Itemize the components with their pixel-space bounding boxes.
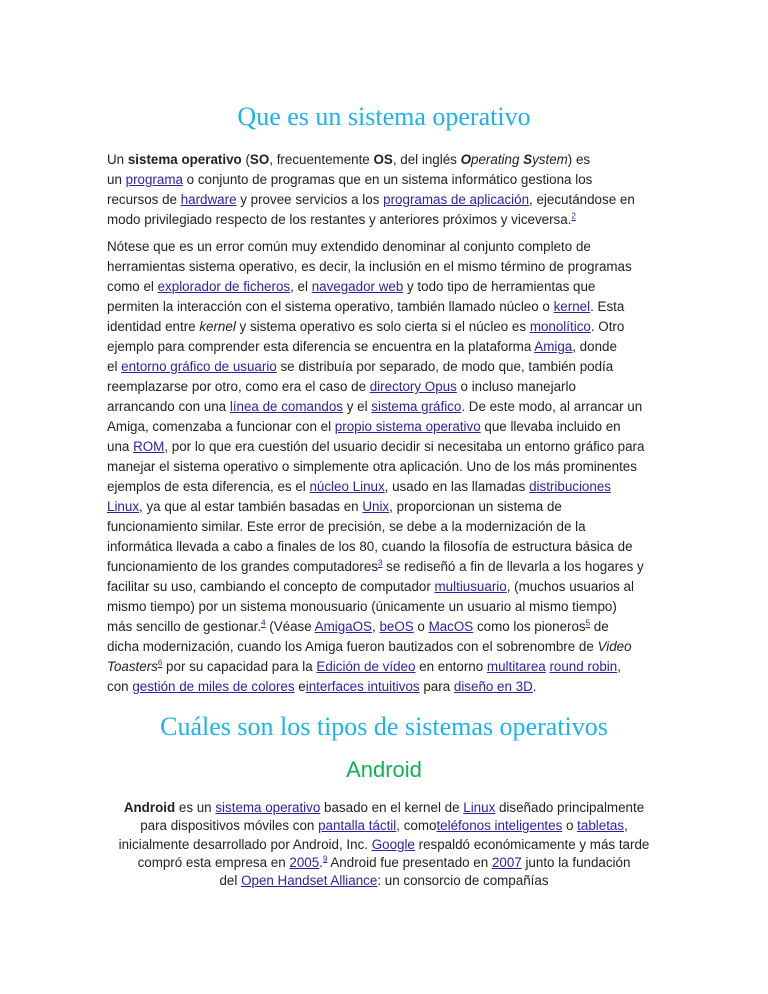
- inline-link[interactable]: Linux: [107, 499, 140, 514]
- text-run: , como: [396, 818, 437, 834]
- page-title: Que es un sistema operativo: [237, 102, 531, 131]
- emphasis-text: kernel: [199, 319, 236, 334]
- inline-link[interactable]: línea de comandos: [229, 399, 343, 414]
- inline-link[interactable]: monolítico: [529, 319, 591, 334]
- inline-link[interactable]: 2007: [491, 854, 522, 870]
- text-run: por su capacidad para la: [162, 659, 317, 674]
- text-run: o: [413, 619, 429, 634]
- footnote-ref[interactable]: 5: [585, 618, 591, 628]
- text-run: , por lo que era cuestión del usuario decidir si necesitaba un entorno gráfico para: [164, 439, 645, 454]
- inline-link[interactable]: núcleo Linux: [309, 479, 385, 494]
- inline-link[interactable]: sistema gráfico: [371, 399, 462, 414]
- inline-link[interactable]: Unix: [362, 499, 390, 514]
- types-heading: Cuáles son los tipos de sistemas operativos: [160, 712, 608, 741]
- text-run: Nótese que es un error común muy extendido denominar al conjunto completo de: [107, 239, 591, 254]
- text-run: , ejecutándose en: [529, 192, 635, 207]
- text-line: [107, 437, 687, 457]
- text-line: [107, 257, 687, 277]
- text-run: inicialmente desarrollado por Android, Inc.: [118, 836, 372, 852]
- text-run: .: [532, 679, 537, 694]
- text-run: . De este modo, al arrancar un: [461, 399, 643, 414]
- text-run: y sistema operativo es solo cierta si el núcleo es: [235, 319, 530, 334]
- text-run: Un: [107, 152, 128, 167]
- inline-link[interactable]: entorno gráfico de usuario: [121, 359, 277, 374]
- text-run: para: [419, 679, 454, 694]
- text-run: , frecuentemente: [269, 152, 374, 167]
- inline-link[interactable]: multitarea: [486, 659, 546, 674]
- text-line: [107, 477, 687, 497]
- text-line: [107, 237, 687, 257]
- text-line: [107, 210, 687, 230]
- text-run: . Otro: [590, 319, 625, 334]
- text-line: [107, 357, 687, 377]
- text-run: ,: [371, 619, 380, 634]
- inline-link[interactable]: sistema operativo: [215, 800, 321, 815]
- text-run: modo privilegiado respecto de los restantes y anteriores próximos y viceversa.: [107, 212, 572, 227]
- text-run: del: [219, 873, 242, 889]
- text-run: identidad entre: [107, 319, 200, 334]
- footnote-ref[interactable]: 9: [322, 854, 328, 864]
- emphasis-text: O: [460, 152, 472, 167]
- text-run: , usado en las llamadas: [384, 479, 530, 494]
- inline-link[interactable]: pantalla táctil: [318, 818, 397, 834]
- inline-link[interactable]: interfaces intuitivos: [305, 679, 420, 694]
- inline-link[interactable]: Edición de vídeo: [316, 659, 416, 674]
- text-run: herramientas sistema operativo, es decir, la inclusión en el mismo término de programas: [107, 259, 632, 274]
- text-run: o: [562, 818, 578, 834]
- footnote-ref[interactable]: 4: [261, 618, 266, 628]
- text-run: es un: [175, 800, 216, 815]
- inline-link[interactable]: kernel: [553, 299, 591, 314]
- text-run: Amiga, comenzaba a funcionar con el: [107, 419, 335, 434]
- text-line: [107, 457, 687, 477]
- text-run: reemplazarse por otro, como era el caso de: [107, 379, 370, 394]
- text-run: dicha modernización, cuando los Amiga fueron bautizados con el sobrenombre de: [107, 639, 598, 654]
- inline-link[interactable]: programas de aplicación: [383, 192, 530, 207]
- text-run: funcionamiento similar. Este error de precisión, se debe a la modernización de la: [107, 519, 586, 534]
- text-run: : un consorcio de compañías: [377, 873, 549, 889]
- android-heading: Android: [346, 757, 422, 782]
- text-run: e: [294, 679, 306, 694]
- text-run: (: [241, 152, 250, 167]
- text-run: una: [107, 439, 134, 454]
- intro-paragraph: [107, 150, 687, 230]
- text-run: facilitar su uso, cambiando el concepto de computador: [107, 579, 435, 594]
- text-run: se distribuía por separado, de modo que, también podía: [276, 359, 614, 374]
- emphasis-text: sistema operativo: [127, 152, 242, 167]
- text-run: que llevaba incluido en: [480, 419, 621, 434]
- text-run: basado en el kernel de: [320, 800, 464, 815]
- text-run: Android fue presentado en: [327, 854, 492, 870]
- text-run: ejemplo para comprender esta diferencia se encuentra en la plataforma: [107, 339, 535, 354]
- text-run: funcionamiento de los grandes computadores: [107, 559, 378, 574]
- emphasis-text: perating: [471, 152, 524, 167]
- text-line: [107, 377, 687, 397]
- emphasis-text: ystem: [532, 152, 568, 167]
- text-line: [107, 297, 687, 317]
- text-run: , donde: [572, 339, 617, 354]
- inline-link[interactable]: Google: [371, 836, 415, 852]
- text-line: [107, 337, 687, 357]
- text-run: en entorno: [415, 659, 487, 674]
- inline-link[interactable]: multiusuario: [434, 579, 507, 594]
- inline-link[interactable]: hardware: [180, 192, 237, 207]
- text-line: [107, 577, 687, 597]
- inline-link[interactable]: Linux: [463, 800, 496, 815]
- text-line: [0, 836, 768, 854]
- text-run: de: [590, 619, 609, 634]
- inline-link[interactable]: Amiga: [534, 339, 573, 354]
- inline-link[interactable]: explorador de ficheros: [157, 279, 291, 294]
- emphasis-text: S: [523, 152, 533, 167]
- text-line: [107, 677, 687, 697]
- text-run: , proporcionan un sistema de: [389, 499, 562, 514]
- text-run: ) es: [567, 152, 591, 167]
- text-run: informática llevada a cabo a finales de los 80, cuando la filosofía de estructura básica de: [107, 539, 633, 554]
- text-run: un: [107, 172, 126, 187]
- text-line: [107, 417, 687, 437]
- inline-link[interactable]: propio sistema operativo: [334, 419, 481, 434]
- emphasis-text: Toasters: [107, 659, 158, 674]
- text-line: [107, 190, 687, 210]
- text-run: .: [319, 854, 323, 870]
- inline-link[interactable]: diseño en 3D: [453, 679, 533, 694]
- text-run: o incluso manejarlo: [456, 379, 576, 394]
- emphasis-text: OS: [373, 152, 393, 167]
- inline-link[interactable]: gestión de miles de colores: [132, 679, 295, 694]
- text-run: respaldó económicamente y más tarde: [414, 836, 650, 852]
- footnote-ref[interactable]: 6: [157, 658, 163, 668]
- text-line: [107, 317, 687, 337]
- text-run: el: [107, 359, 122, 374]
- text-run: permiten la interacción con el sistema operativo, también llamado núcleo o: [107, 299, 554, 314]
- text-line: [0, 854, 768, 872]
- text-run: y provee servicios a los: [236, 192, 384, 207]
- inline-link[interactable]: distribuciones: [529, 479, 611, 494]
- text-line: [107, 497, 687, 517]
- inline-link[interactable]: tabletas: [577, 818, 625, 834]
- inline-link[interactable]: directory Opus: [369, 379, 457, 394]
- explanation-paragraph: [107, 237, 687, 697]
- emphasis-text: SO: [249, 152, 270, 167]
- text-run: , ya que al estar también basadas en: [139, 499, 363, 514]
- text-run: diseñado principalmente: [495, 800, 645, 815]
- text-run: mismo tiempo) por un sistema monousuario (únicamente un usuario al mismo tiempo): [107, 599, 617, 614]
- text-run: y todo tipo de herramientas que: [403, 279, 596, 294]
- text-run: . Esta: [590, 299, 625, 314]
- inline-link[interactable]: teléfonos inteligentes: [436, 818, 563, 834]
- text-line: [107, 397, 687, 417]
- text-run: se rediseñó a fin de llevarla a los hogares y: [382, 559, 644, 574]
- inline-link[interactable]: round robin: [549, 659, 618, 674]
- text-run: arrancando con una: [107, 399, 230, 414]
- footnote-ref[interactable]: 2: [571, 211, 576, 221]
- inline-link[interactable]: programa: [125, 172, 183, 187]
- text-run: o conjunto de programas que en un sistema informático gestiona los: [182, 172, 593, 187]
- inline-link[interactable]: navegador web: [311, 279, 404, 294]
- text-line: [0, 817, 768, 835]
- text-run: , del inglés: [392, 152, 461, 167]
- text-line: [107, 557, 687, 577]
- text-line: [0, 872, 768, 890]
- text-run: con: [107, 679, 133, 694]
- inline-link[interactable]: ROM: [133, 439, 165, 454]
- text-run: manejar el sistema operativo o simplemente otra aplicación. Uno de los más prominentes: [107, 459, 637, 474]
- text-run: (Véase: [265, 619, 315, 634]
- inline-link[interactable]: AmigaOS: [314, 619, 372, 634]
- text-line: [107, 150, 687, 170]
- inline-link[interactable]: Open Handset Alliance: [241, 873, 378, 889]
- text-run: como el: [107, 279, 158, 294]
- text-run: ejemplos de esta diferencia, es el: [107, 479, 310, 494]
- text-run: ,: [617, 659, 621, 674]
- inline-link[interactable]: 2005: [289, 854, 320, 870]
- inline-link[interactable]: MacOS: [428, 619, 474, 634]
- text-line: [107, 537, 687, 557]
- text-run: ,: [624, 818, 628, 834]
- emphasis-text: Android: [123, 800, 176, 815]
- footnote-ref[interactable]: 3: [377, 558, 383, 568]
- text-run: y el: [343, 399, 372, 414]
- text-line: [0, 799, 768, 817]
- inline-link[interactable]: beOS: [379, 619, 414, 634]
- text-line: [107, 637, 687, 657]
- text-run: recursos de: [107, 192, 181, 207]
- emphasis-text: Video: [597, 639, 632, 654]
- text-line: [107, 657, 687, 677]
- text-line: [107, 517, 687, 537]
- text-run: más sencillo de gestionar.: [107, 619, 262, 634]
- text-run: para dispositivos móviles con: [140, 818, 319, 834]
- text-line: [107, 170, 687, 190]
- text-run: como los pioneros: [473, 619, 586, 634]
- text-run: junto la fundación: [521, 854, 631, 870]
- text-line: [107, 277, 687, 297]
- text-run: , (muchos usuarios al: [506, 579, 634, 594]
- android-paragraph: [0, 799, 768, 890]
- text-run: , el: [290, 279, 312, 294]
- text-run: compró esta empresa en: [137, 854, 290, 870]
- text-line: [107, 597, 687, 617]
- text-line: [107, 617, 687, 637]
